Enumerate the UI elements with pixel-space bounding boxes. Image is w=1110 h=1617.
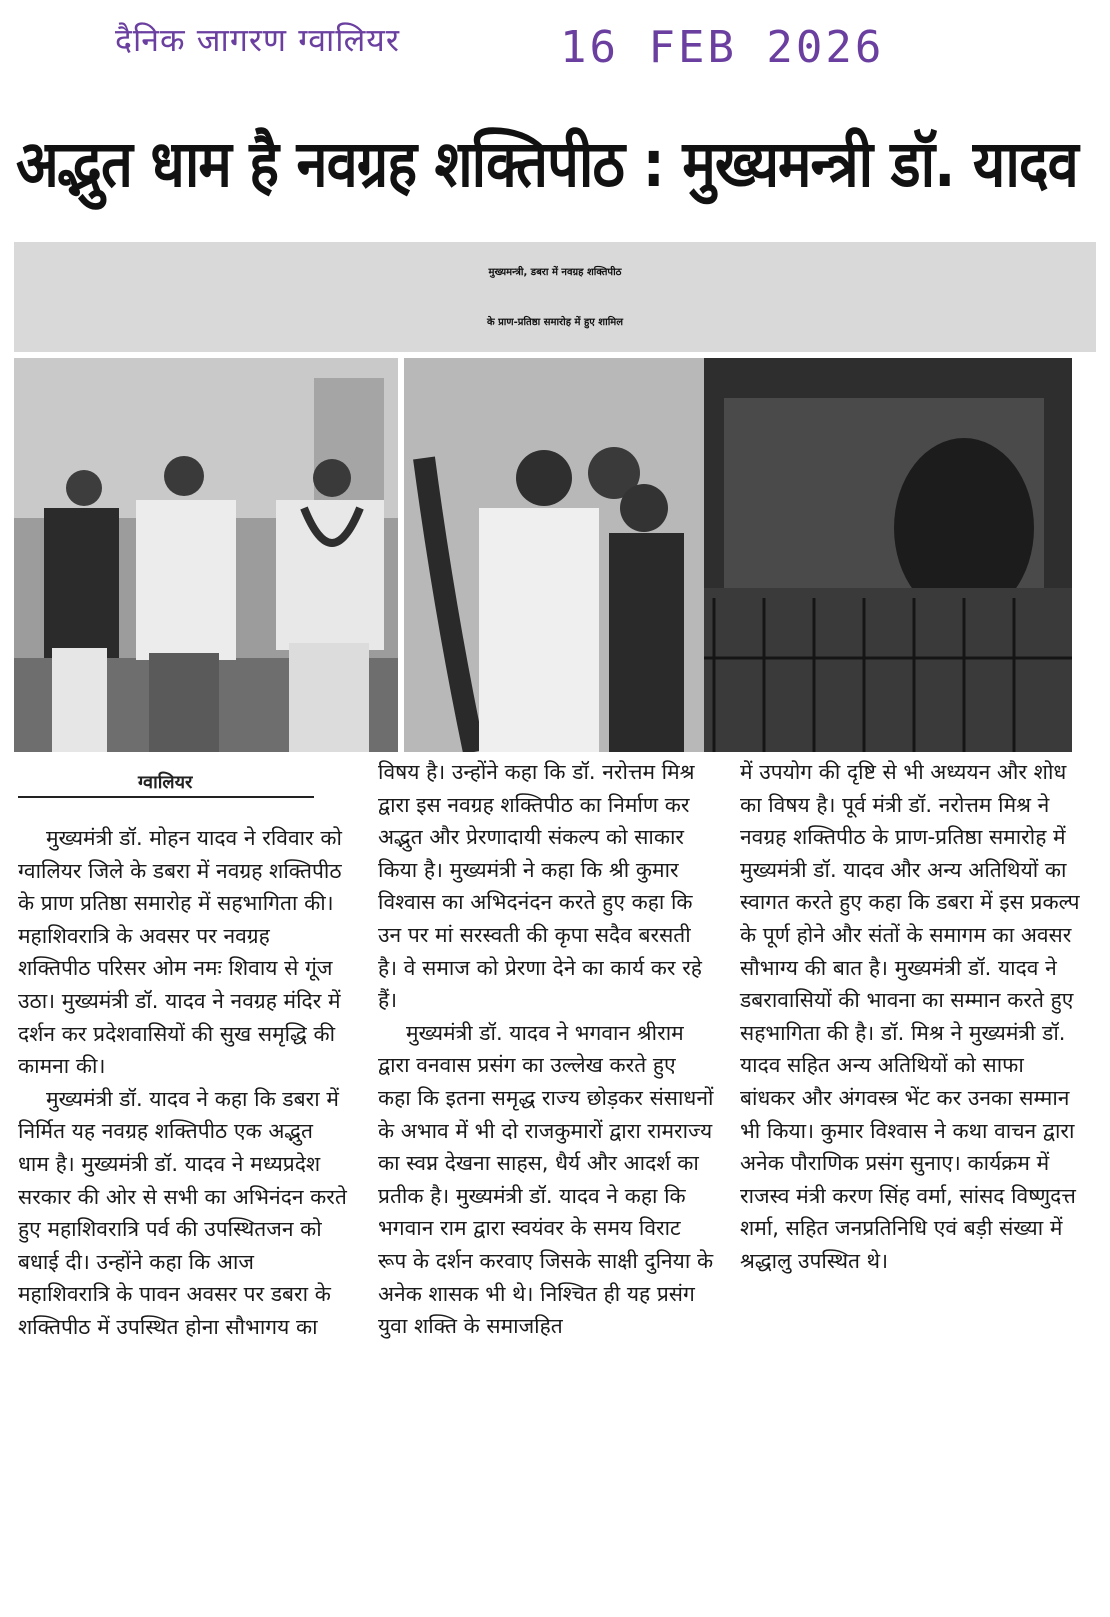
paragraph: मुख्यमंत्री डॉ. मोहन यादव ने रविवार को ग्वालियर जिले के डबरा में नवग्रह शक्तिपीठ के प्राण प्रतिष्ठा समारोह में सहभागिता की। महाशिवरात्रि के अवसर पर नवग्रह शक्तिपीठ परिसर ओम नमः शिवाय से गूंज उठा। मुख्यमंत्री डॉ. यादव ने नवग्रह मंदिर में दर्शन कर प्रदेशवासियों की सुख समृद्धि की कामना की।	[18, 826, 342, 1079]
article-column-1	[18, 822, 348, 1344]
dateline: ग्वालियर	[138, 772, 193, 793]
dateline-rule	[18, 796, 314, 798]
subheadline-line-2: के प्राण-प्रतिष्ठा समारोह में हुए शामिल	[486, 317, 624, 328]
subheadline-box	[14, 242, 1096, 352]
paragraph: मुख्यमंत्री डॉ. यादव ने कहा कि डबरा में निर्मित यह नवग्रह शक्तिपीठ एक अद्भुत धाम है। मुख्यमंत्री डॉ. यादव ने मध्यप्रदेश सरकार की ओर से सभी का अभिनंदन करते हुए महाशिवरात्रि पर्व की उपस्थितजन को बधाई दी। उन्होंने कहा कि आज महाशिवरात्रि के पावन अवसर पर डबरा के शक्तिपीठ में उपस्थित होना सौभागय का	[18, 1086, 347, 1339]
photo-left	[14, 358, 398, 752]
masthead-stamp-paper: दैनिक जागरण ग्वालियर	[115, 21, 400, 59]
paragraph: मुख्यमंत्री डॉ. यादव ने भगवान श्रीराम द्वारा वनवास प्रसंग का उल्लेख करते हुए कहा कि इतना समृद्ध राज्य छोड़कर संसाधनों के अभाव में भी दो राजकुमारों द्वारा रामराज्य का स्वप्न देखना साहस, धैर्य और आदर्श का प्रतीक है। मुख्यमंत्री डॉ. यादव ने कहा कि भगवान राम द्वारा स्वयंवर के समय विराट रूप के दर्शन करवाए जिसके साक्षी दुनिया के अनेक शासक भी थे। निश्चित ही यह प्रसंग युवा शक्ति के समाजहित	[378, 1020, 714, 1339]
masthead-stamp-date: 16 FEB 2026	[560, 22, 885, 73]
paragraph: में उपयोग की दृष्टि से भी अध्ययन और शोध का विषय है। पूर्व मंत्री डॉ. नरोत्तम मिश्र ने नवग्रह शक्तिपीठ के प्राण-प्रतिष्ठा समारोह में मुख्यमंत्री डॉ. यादव और अन्य अतिथियों का स्वागत करते हुए कहा कि डबरा में इस प्रकल्प के पूर्ण होने और संतों के समागम का अवसर सौभाग्य की बात है। मुख्यमंत्री डॉ. यादव ने डबरावासियों की भावना का सम्मान करते हुए सहभागिता की है। डॉ. मिश्र ने मुख्यमंत्री डॉ. यादव सहित अन्य अतिथियों को साफा बांधकर और अंगवस्त्र भेंट कर उनका सम्मान भी किया। कुमार विश्वास ने कथा वाचन द्वारा अनेक पौराणिक प्रसंग सुनाए। कार्यक्रम में राजस्व मंत्री करण सिंह वर्मा, सांसद विष्णुदत्त शर्मा, सहित जनप्रतिनिधि एवं बड़ी संख्या में श्रद्धालु उपस्थित थे।	[740, 760, 1080, 1273]
subheadline-line-1: मुख्यमन्त्री, डबरा में नवग्रह शक्तिपीठ	[488, 267, 622, 278]
headline: अद्भुत धाम है नवग्रह शक्तिपीठ : मुख्यमन्त्री डॉ. यादव	[16, 127, 1078, 202]
photo-right	[404, 358, 1072, 752]
article-column-3	[740, 756, 1085, 1278]
article-column-2	[378, 756, 714, 1343]
paragraph: विषय है। उन्होंने कहा कि डॉ. नरोत्तम मिश्र द्वारा इस नवग्रह शक्तिपीठ का निर्माण कर अद्भुत और प्रेरणादायी संकल्प को साकार किया है। मुख्यमंत्री ने कहा कि श्री कुमार विश्वास का अभिदनंदन करते हुए कहा कि उन पर मां सरस्वती की कृपा सदैव बरसती है। वे समाज को प्रेरणा देने का कार्य कर रहे हैं।	[378, 760, 702, 1013]
